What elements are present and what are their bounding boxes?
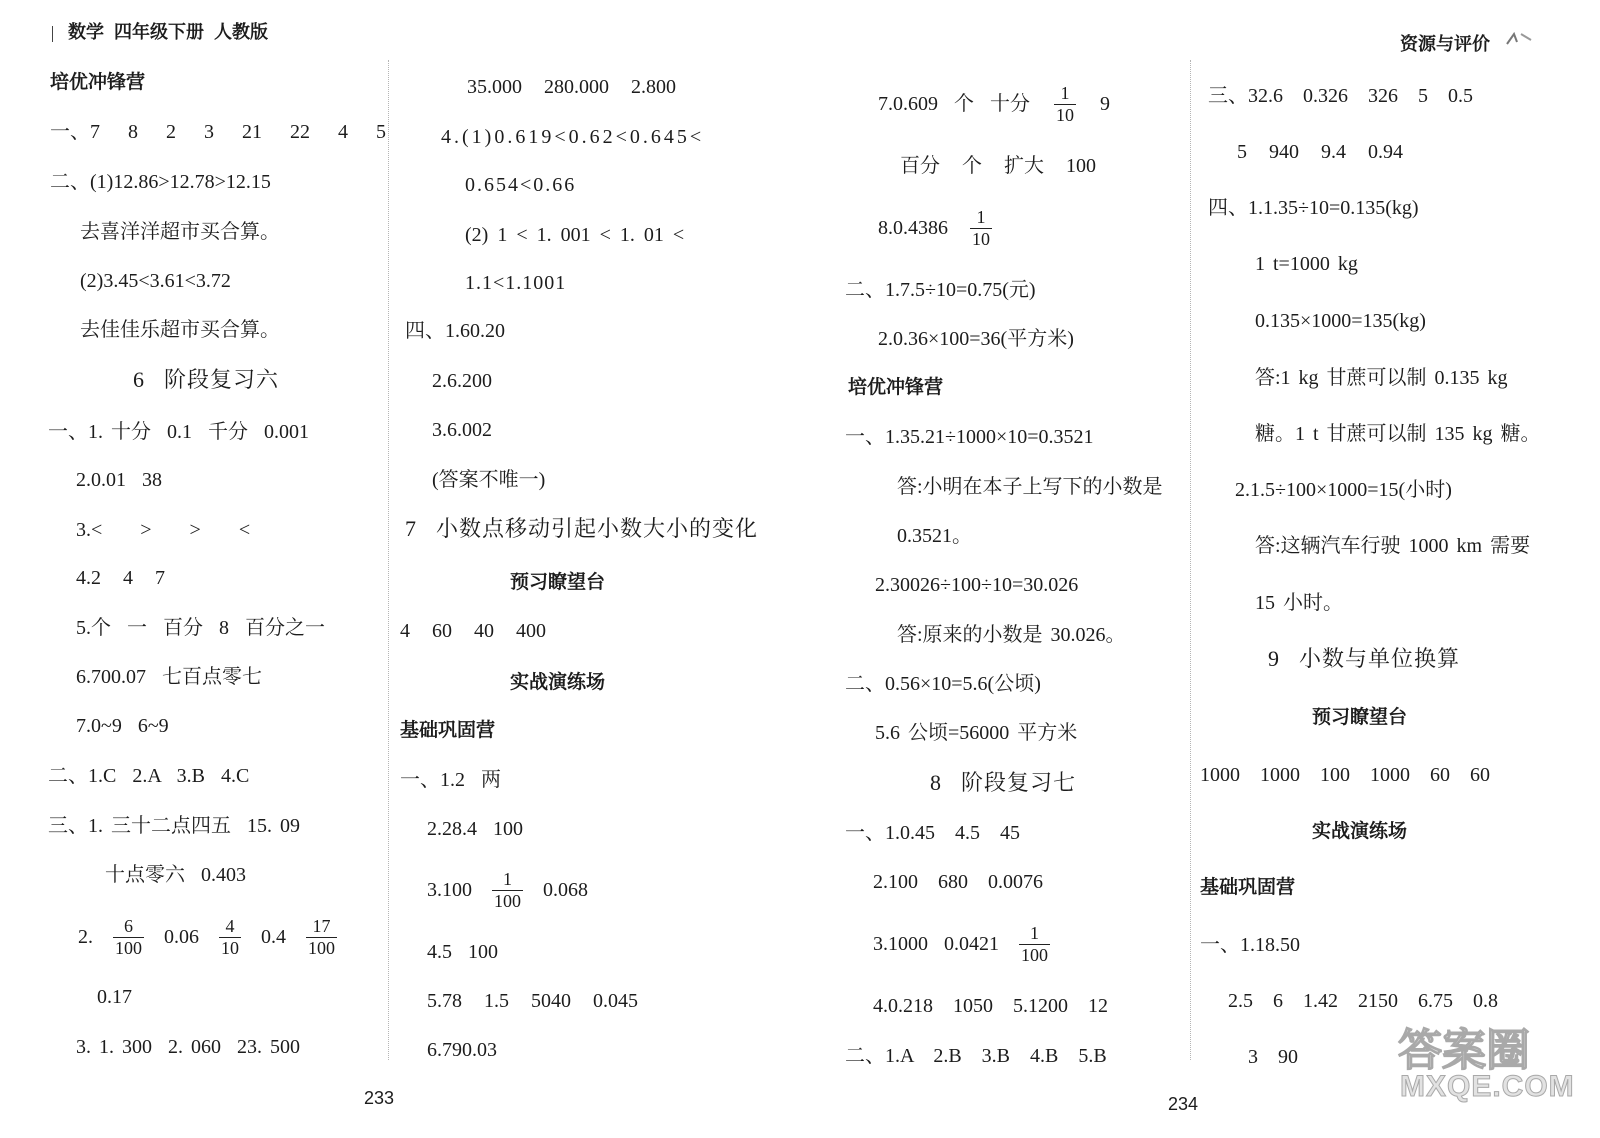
answer-line: 6.700.07 七百点零七 xyxy=(76,666,262,688)
answer-line: 一、1. 十分 0.1 千分 0.001 xyxy=(48,421,309,443)
denominator: 10 xyxy=(221,937,239,958)
fraction xyxy=(113,916,144,959)
denominator: 100 xyxy=(115,937,142,958)
header-ornament-icon xyxy=(1504,28,1534,48)
fraction xyxy=(1054,83,1076,126)
answer-line: 6.790.03 xyxy=(427,1039,497,1061)
answer-text: 8.0.4386 xyxy=(878,217,948,239)
answer-line: 7.0~9 6~9 xyxy=(76,715,169,737)
answer-line: 4.0.218 1050 5.1200 12 xyxy=(873,995,1108,1017)
fraction xyxy=(970,207,992,250)
answer-line: 三、32.6 0.326 326 5 0.5 xyxy=(1208,85,1473,107)
answer-line: 四、1.60.20 xyxy=(405,320,505,342)
answer-line: 0.3521。 xyxy=(897,525,972,547)
answer-text: 7.0.609 个 十分 xyxy=(878,93,1030,115)
answer-line: 5.个 一 百分 8 百分之一 xyxy=(76,617,325,639)
subsection-title: 基础巩固营 xyxy=(400,720,496,741)
answer-line: 2.28.4 100 xyxy=(427,818,523,840)
answer-line: 二、0.56×10=5.6(公顷) xyxy=(845,673,1041,695)
answer-line: 2.100 680 0.0076 xyxy=(873,871,1043,893)
answer-line xyxy=(873,921,1050,967)
numerator: 4 xyxy=(225,915,235,936)
answer-line: 4.(1)0.619<0.62<0.645< xyxy=(441,126,705,148)
answer-line: 1.1<1.1001 xyxy=(465,272,567,294)
denominator: 100 xyxy=(494,890,521,911)
answer-line: 2.1.5÷100×1000=15(小时) xyxy=(1235,479,1452,501)
numerator: 6 xyxy=(124,915,133,936)
answer-line: 4.2 4 7 xyxy=(76,567,165,589)
denominator: 10 xyxy=(972,228,990,249)
answer-text: 3.100 xyxy=(427,879,472,901)
subsection-title: 培优冲锋营 xyxy=(848,377,944,398)
answer-line: 一、1.35.21÷1000×10=0.3521 xyxy=(845,426,1094,448)
series-title: 资源与评价 xyxy=(1400,34,1490,54)
answer-line: 5.6 公顷=56000 平方米 xyxy=(875,722,1078,744)
denominator: 100 xyxy=(1021,944,1048,965)
answer-line: 35.000 280.000 2.800 xyxy=(467,76,676,98)
section-heading: 8 阶段复习七 xyxy=(930,770,1077,795)
answer-line: (答案不唯一) xyxy=(432,469,546,491)
answer-line: 5.78 1.5 5040 0.045 xyxy=(427,990,638,1012)
answer-text: 0.4 xyxy=(261,926,286,948)
answer-line: 0.17 xyxy=(97,986,132,1008)
answer-line: 去佳佳乐超市买合算。 xyxy=(80,319,280,341)
page-number-left: 233 xyxy=(364,1088,395,1108)
answer-line xyxy=(878,205,992,251)
column-divider xyxy=(1190,60,1191,1060)
answer-line: 2.0.36×100=36(平方米) xyxy=(878,328,1074,350)
answer-line: 二、1.7.5÷10=0.75(元) xyxy=(845,279,1036,301)
answer-line: 1000 1000 100 1000 60 60 xyxy=(1200,764,1490,786)
denominator: 10 xyxy=(1056,104,1074,125)
answer-line: 4 60 40 400 xyxy=(400,620,546,642)
answer-line: 答:小明在本子上写下的小数是 xyxy=(897,476,1163,498)
page-number-right: 234 xyxy=(1168,1094,1199,1114)
denominator: 100 xyxy=(308,937,335,958)
book-title: 数学 四年级下册 人教版 xyxy=(68,22,269,42)
subsection-title: 培优冲锋营 xyxy=(50,72,146,93)
answer-line: 一、1.2 两 xyxy=(400,769,501,791)
subsection-title: 预习瞭望台 xyxy=(510,572,606,593)
answer-line: 5 940 9.4 0.94 xyxy=(1237,141,1403,163)
numerator: 17 xyxy=(312,915,331,936)
answer-line: 二、(1)12.86>12.78>12.15 xyxy=(50,171,271,193)
subsection-title: 实战演练场 xyxy=(510,672,606,693)
answer-line: (2)3.45<3.61<3.72 xyxy=(80,270,231,292)
answer-text: 0.06 xyxy=(164,926,199,948)
answer-line: 百分 个 扩大 100 xyxy=(900,155,1096,177)
watermark-site: MXQE.COM xyxy=(1400,1070,1575,1103)
answer-line: 一、1.0.45 4.5 45 xyxy=(845,822,1020,844)
answer-line: 2.0.01 38 xyxy=(76,469,162,491)
numerator: 1 xyxy=(503,868,512,889)
section-heading: 6 阶段复习六 xyxy=(133,367,280,392)
answer-line: 二、1.C 2.A 3.B 4.C xyxy=(48,765,250,787)
fraction xyxy=(219,916,241,959)
answer-line: 2.5 6 1.42 2150 6.75 0.8 xyxy=(1228,990,1498,1012)
header-bar xyxy=(52,26,53,42)
column-divider xyxy=(388,60,389,1060)
answer-line: 1 t=1000 kg xyxy=(1255,253,1358,275)
fraction xyxy=(492,869,523,912)
subsection-title: 预习瞭望台 xyxy=(1312,707,1408,728)
numerator: 1 xyxy=(976,206,986,227)
answer-line: 一、7 8 2 3 21 22 4 5 xyxy=(50,121,386,143)
answer-line: 2.30026÷100÷10=30.026 xyxy=(875,574,1079,596)
answer-line: 三、1. 三十二点四五 15. 09 xyxy=(48,815,300,837)
answer-line: 3. 1. 300 2. 060 23. 500 xyxy=(76,1036,300,1058)
answer-line: 2.6.200 xyxy=(432,370,492,392)
fraction xyxy=(306,916,337,959)
watermark-logo: 答案圈 xyxy=(1398,1026,1530,1075)
answer-text: 3.1000 0.0421 xyxy=(873,933,999,955)
subsection-title: 实战演练场 xyxy=(1312,821,1408,842)
answer-line: 糖。1 t 甘蔗可以制 135 kg 糖。 xyxy=(1255,423,1541,445)
answer-line: 4.5 100 xyxy=(427,941,498,963)
answer-line: 3.< > > < xyxy=(76,519,251,541)
answer-line: 去喜洋洋超市买合算。 xyxy=(80,221,280,243)
answer-line: 答:原来的小数是 30.026。 xyxy=(897,624,1126,646)
answer-line: 0.135×1000=135(kg) xyxy=(1255,310,1426,332)
answer-text: 9 xyxy=(1100,93,1110,115)
answer-line xyxy=(878,81,1110,127)
section-heading: 7 小数点移动引起小数大小的变化 xyxy=(405,516,759,541)
answer-text: 0.068 xyxy=(543,879,588,901)
numerator: 1 xyxy=(1060,82,1070,103)
answer-line xyxy=(78,914,337,960)
answer-text: 2. xyxy=(78,926,93,948)
answer-line: 3 90 xyxy=(1248,1046,1298,1068)
answer-line: 3.6.002 xyxy=(432,419,492,441)
answer-line: 四、1.1.35÷10=0.135(kg) xyxy=(1208,197,1419,219)
answer-line: 答:这辆汽车行驶 1000 km 需要 xyxy=(1255,535,1531,557)
answer-line: 0.654<0.66 xyxy=(465,174,577,196)
answer-line: 答:1 kg 甘蔗可以制 0.135 kg xyxy=(1255,367,1508,389)
answer-line: (2) 1 < 1. 001 < 1. 01 < xyxy=(465,224,685,246)
answer-line: 一、1.18.50 xyxy=(1200,934,1300,956)
answer-line: 二、1.A 2.B 3.B 4.B 5.B xyxy=(845,1045,1107,1067)
answer-line xyxy=(427,867,588,913)
section-heading: 9 小数与单位换算 xyxy=(1268,646,1461,671)
subsection-title: 基础巩固营 xyxy=(1200,877,1296,898)
fraction xyxy=(1019,923,1050,966)
numerator: 1 xyxy=(1030,922,1039,943)
answer-line: 十点零六 0.403 xyxy=(105,864,246,886)
answer-line: 15 小时。 xyxy=(1255,592,1343,614)
